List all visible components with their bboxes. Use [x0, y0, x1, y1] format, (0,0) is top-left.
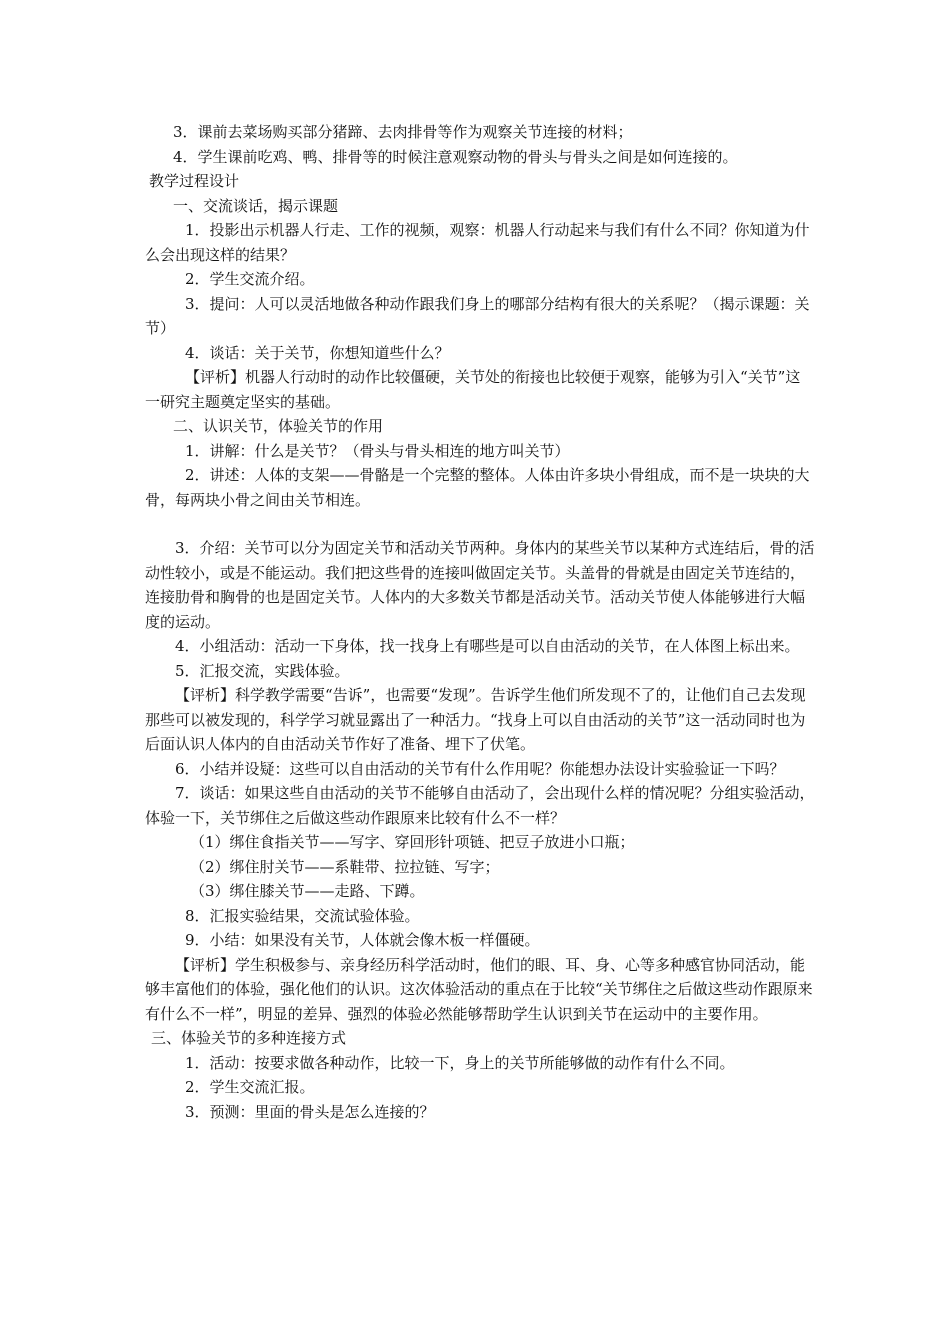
step-2-6: 6．小结并设疑：这些可以自由活动的关节有什么作用呢？你能想办法设计实验验证一下吗？ — [175, 759, 785, 778]
section-heading-3: 三、体验关节的多种连接方式 — [151, 1029, 347, 1047]
sub-item-3: （3）绑住膝关节——走路、下蹲。 — [190, 882, 425, 900]
step-1-4: 4．谈话：关于关节，你想知道些什么？ — [185, 343, 450, 362]
step-3-1: 1．活动：按要求做各种动作，比较一下，身上的关节所能够做的动作有什么不同。 — [185, 1053, 735, 1072]
step-3-2: 2．学生交流汇报。 — [185, 1078, 315, 1096]
sub-item-1: （1）绑住食指关节——写字、穿回形针项链、把豆子放进小口瓶； — [190, 833, 635, 851]
step-2-2: 2．讲述：人体的支架——骨骼是一个完整的整体。人体由许多块小骨组成，而不是一块块的大骨，每两块小骨之间由关节相连。 — [145, 466, 810, 509]
step-1-3: 3．提问：人可以灵活地做各种动作跟我们身上的哪部分结构有很大的关系呢？（揭示课题：关节） — [145, 294, 810, 337]
section-heading-1: 一、交流谈话，揭示课题 — [173, 196, 339, 215]
step-2-4: 4．小组活动：活动一下身体，找一找身上有哪些是可以自由活动的关节，在人体图上标出来。 — [175, 637, 800, 655]
prep-item-4: 4．学生课前吃鸡、鸭、排骨等的时候注意观察动物的骨头与骨头之间是如何连接的。 — [173, 147, 738, 166]
comment-3: 【评析】学生积极参与、亲身经历科学活动时，他们的眼、耳、身、心等多种感官协同活动，能够丰富他们的体验，强化他们的认识。这次体验活动的重点在于比较“关节绑住之后做这些动作跟原来有什么不一样”，明显的差异、强烈的体验必然能够帮助学生认识到关节在运动中的主要作用。 — [145, 955, 813, 1023]
step-3-3: 3．预测：里面的骨头是怎么连接的？ — [185, 1102, 435, 1121]
step-2-7: 7．谈话：如果这些自由活动的关节不能够自由活动了，会出现什么样的情况呢？分组实验活动，体验一下，关节绑住之后做这些动作跟原来比较有什么不一样？ — [145, 784, 815, 827]
step-1-2: 2．学生交流介绍。 — [185, 270, 315, 288]
prep-item-3: 3．课前去菜场购买部分猪蹄、去肉排骨等作为观察关节连接的材料； — [173, 123, 633, 141]
step-2-3: 3．介绍：关节可以分为固定关节和活动关节两种。身体内的某些关节以某种方式连结后，骨的活动性较小，或是不能运动。我们把这些骨的连接叫做固定关节。头盖骨的骨就是由固定关节连结的，连接肋骨和胸骨的也是固定关节。人体内的大多数关节都是活动关节。活动关节使人体能够进行大幅度的运动。 — [145, 539, 815, 631]
step-2-9: 9．小结：如果没有关节，人体就会像木板一样僵硬。 — [185, 931, 540, 949]
section-heading-2: 二、认识关节，体验关节的作用 — [173, 417, 384, 435]
step-2-1: 1．讲解：什么是关节？（骨头与骨头相连的地方叫关节） — [185, 441, 570, 460]
comment-1: 【评析】机器人行动时的动作比较僵硬，关节处的衔接也比较便于观察，能够为引入“关节”这一研究主题奠定坚实的基础。 — [145, 368, 801, 411]
step-2-5: 5．汇报交流，实践体验。 — [175, 661, 350, 680]
step-2-8: 8．汇报实验结果，交流试验体验。 — [185, 906, 420, 925]
section-heading-process: 教学过程设计 — [149, 172, 240, 190]
step-1-1: 1．投影出示机器人行走、工作的视频，观察：机器人行动起来与我们有什么不同？你知道为什么会出现这样的结果？ — [145, 221, 810, 264]
sub-item-2: （2）绑住肘关节——系鞋带、拉拉链、写字； — [190, 857, 500, 876]
document-body — [145, 120, 815, 1124]
comment-2: 【评析】科学教学需要“告诉”，也需要“发现”。告诉学生他们所发现不了的，让他们自己去发现那些可以被发现的，科学学习就显露出了一种活力。“找身上可以自由活动的关节”这一活动同时也为后面认识人体内的自由活动关节作好了准备、埋下了伏笔。 — [145, 686, 806, 753]
